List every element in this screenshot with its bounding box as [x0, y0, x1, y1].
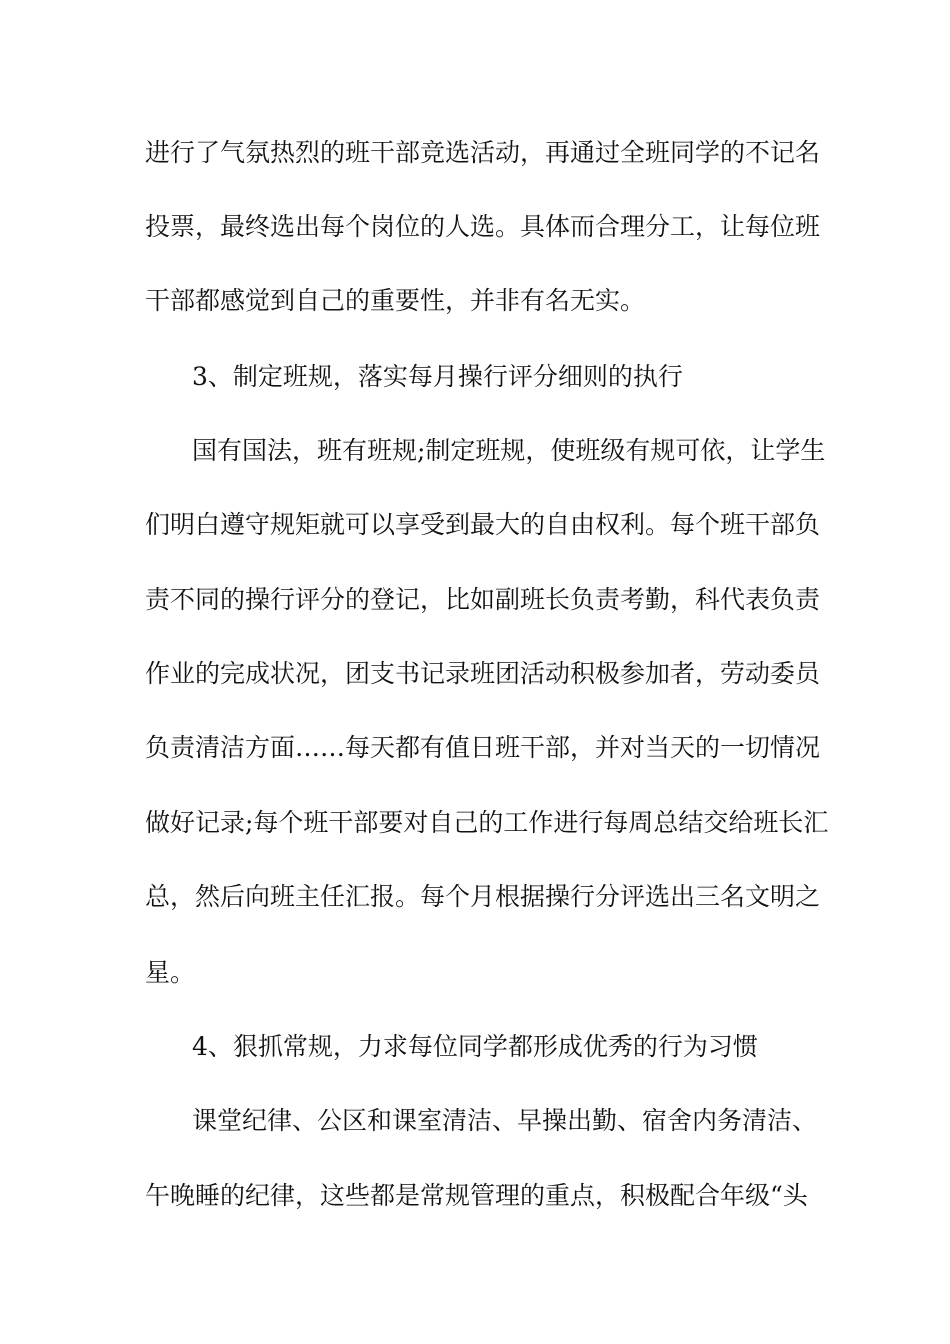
text-line: 投票，最终选出每个岗位的人选。具体而合理分工，让每位班 [145, 212, 821, 241]
text-line: 做好记录;每个班干部要对自己的工作进行每周总结交给班长汇 [145, 808, 829, 837]
text-line: 们明白遵守规矩就可以享受到最大的自由权利。每个班干部负 [145, 510, 821, 539]
text-line: 星。 [145, 958, 196, 987]
text-line: 干部都感觉到自己的重要性，并非有名无实。 [145, 286, 646, 315]
text-line: 负责清洁方面……每天都有值日班干部，并对当天的一切情况 [145, 733, 821, 762]
text-line: 作业的完成状况，团支书记录班团活动积极参加者，劳动委员 [145, 659, 821, 688]
text-line: 午晚睡的纪律，这些都是常规管理的重点，积极配合年级“头 [145, 1181, 808, 1210]
section-heading: 3、制定班规，落实每月操行评分细则的执行 [192, 362, 683, 391]
text-line: 课堂纪律、公区和课室清洁、早操出勤、宿舍内务清洁、 [192, 1106, 818, 1135]
section-heading: 4、狠抓常规，力求每位同学都形成优秀的行为习惯 [192, 1032, 758, 1061]
text-line: 进行了气氛热烈的班干部竞选活动，再通过全班同学的不记名 [145, 138, 821, 167]
text-line: 国有国法，班有班规;制定班规，使班级有规可依，让学生 [192, 436, 826, 465]
text-line: 总，然后向班主任汇报。每个月根据操行分评选出三名文明之 [145, 882, 821, 911]
text-line: 责不同的操行评分的登记，比如副班长负责考勤，科代表负责 [145, 585, 821, 614]
